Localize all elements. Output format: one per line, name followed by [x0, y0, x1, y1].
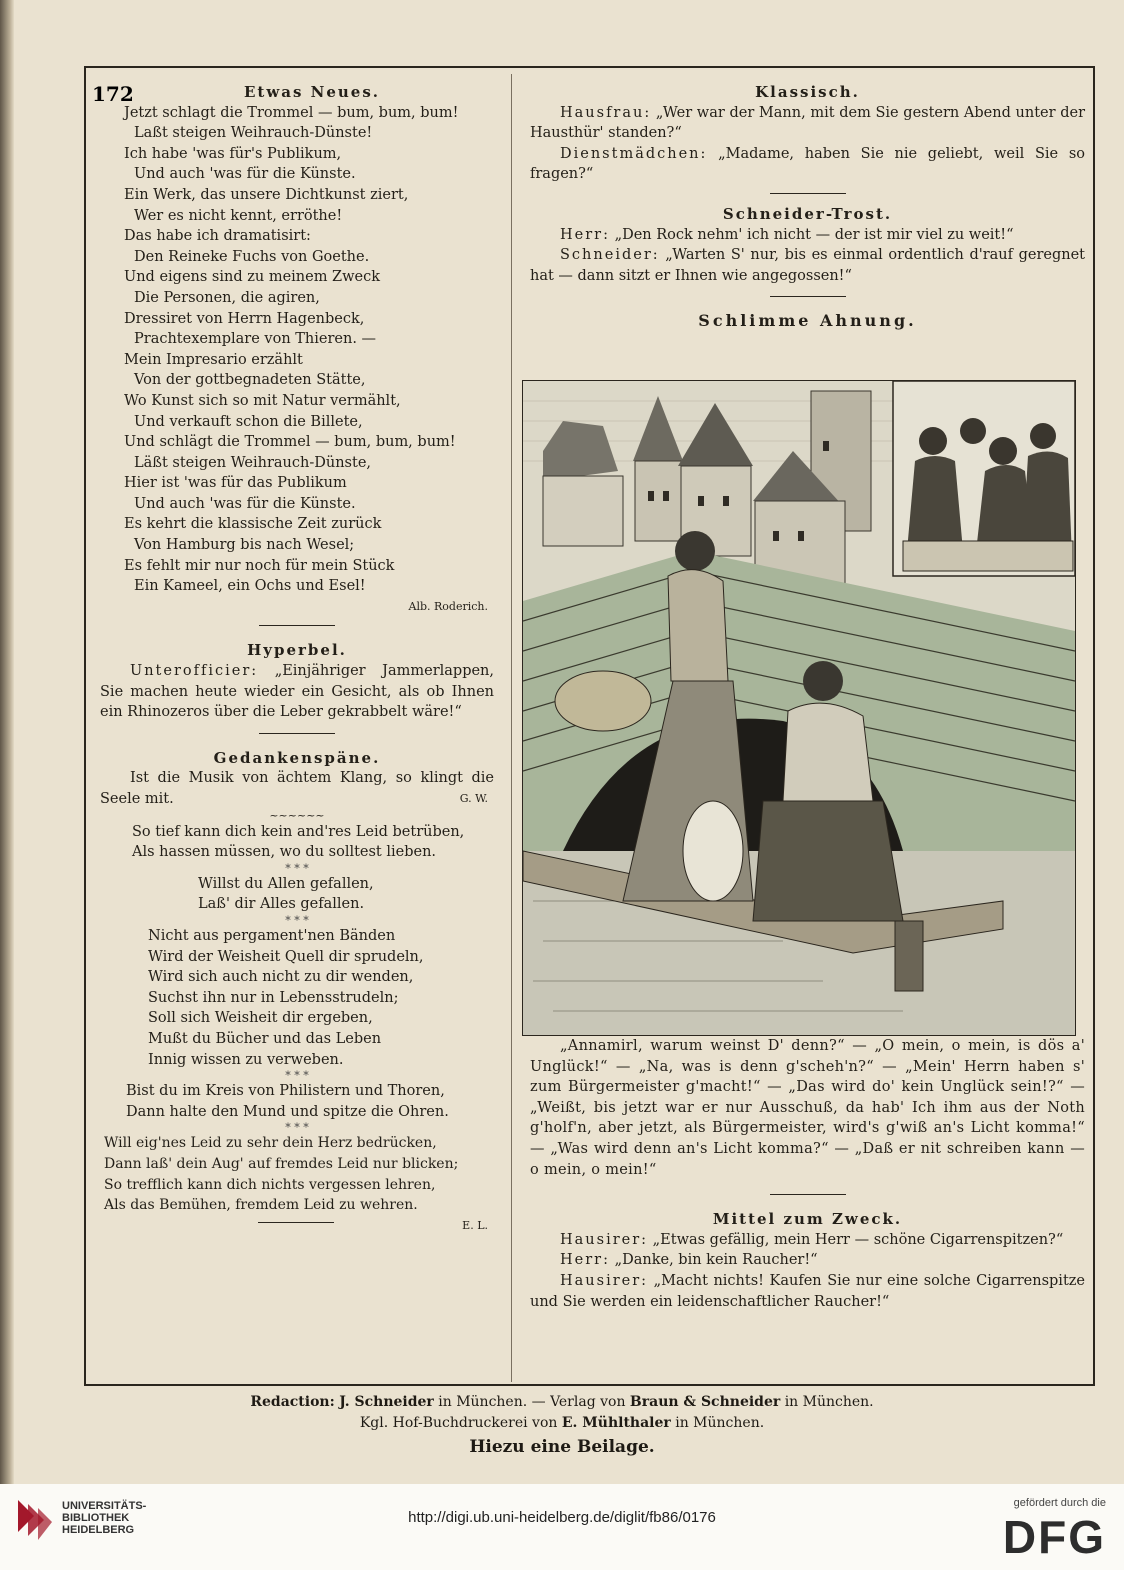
- verse-line: Bist du im Kreis von Philistern und Thoren,: [126, 1083, 445, 1100]
- verse-line: Wird der Weisheit Quell dir sprudeln,: [148, 948, 424, 965]
- star-divider: * * *: [285, 861, 309, 875]
- verse-line: Soll sich Weisheit dir ergeben,: [148, 1010, 373, 1027]
- section-title-klassisch: Klassisch.: [755, 83, 860, 101]
- left-column: [100, 68, 494, 1238]
- poem-line: Dressiret von Herrn Hagenbeck,: [124, 310, 365, 327]
- poem-line: Und auch 'was für die Künste.: [134, 166, 356, 183]
- university-line: BIBLIOTHEK: [62, 1512, 130, 1524]
- aphorism-text: Ist die Musik von ächtem Klang, so klingt die Seele mit.: [100, 770, 494, 807]
- imprint-text: E. Mühlthaler: [561, 1415, 671, 1431]
- verse-line: Suchst ihn nur in Lebensstrudeln;: [148, 989, 399, 1006]
- poem-line: Und verkauft schon die Billete,: [134, 413, 363, 430]
- star-divider: * * *: [285, 1121, 309, 1135]
- hyperbel-text: [100, 661, 494, 723]
- section-title-schneider-trost: Schneider-Trost.: [722, 204, 893, 223]
- dialogue-line: [530, 144, 1085, 185]
- dialogue-line: [530, 1230, 1085, 1251]
- speaker: Unterofficier:: [130, 663, 259, 680]
- poem-line: Wo Kunst sich so mit Natur vermählt,: [124, 392, 401, 409]
- page-number: 172: [92, 82, 134, 106]
- verse: [100, 926, 494, 1070]
- dfg-logo: DFG: [1002, 1511, 1106, 1563]
- wave-divider: ~~~~~~: [269, 808, 325, 822]
- poem-line: Und auch 'was für die Künste.: [134, 495, 356, 512]
- poem-line: Prachtexemplare von Thieren. —: [134, 331, 377, 348]
- verse-line: Mußt du Bücher und das Leben: [148, 1030, 382, 1047]
- poem-line: Jetzt schlagt die Trommel — bum, bum, bum!: [124, 104, 459, 121]
- dialogue: „Wer war der Mann, mit dem Sie gestern Abend unter der Hausthür' standen?“: [530, 104, 1086, 142]
- closing-row: [100, 1216, 494, 1238]
- engraving-illustration: [522, 380, 1076, 1036]
- poem-line: Ich habe 'was für's Publikum,: [124, 145, 342, 162]
- dialogue-line: [530, 1250, 1085, 1271]
- speaker: Herr:: [560, 226, 610, 243]
- poem-line: Es kehrt die klassische Zeit zurück: [124, 516, 382, 533]
- imprint-line-1: [0, 1392, 1124, 1413]
- page-frame: [84, 66, 1095, 1386]
- permalink[interactable]: http://digi.ub.uni-heidelberg.de/diglit/fb86/0176: [408, 1509, 716, 1526]
- dialogue: „Madame, haben Sie nie geliebt, weil Sie so fragen?“: [530, 145, 1086, 183]
- imprint-line-2: [0, 1413, 1124, 1434]
- verse-line: Willst du Allen gefallen,: [198, 875, 374, 892]
- section-title-gedankenspaene: Gedankenspäne.: [213, 748, 381, 767]
- section-divider: [770, 193, 846, 194]
- imprint-text: J. Schneider: [339, 1394, 434, 1410]
- poem-line: Ein Werk, das unsere Dichtkunst ziert,: [124, 186, 409, 203]
- bridge-scene-image: [523, 381, 1075, 1035]
- verse-line: Dann laß' dein Aug' auf fremdes Leid nur blicken;: [104, 1155, 459, 1172]
- university-line: HEIDELBERG: [62, 1524, 135, 1536]
- poem-line: Von Hamburg bis nach Wesel;: [134, 537, 355, 554]
- poem-line: Ein Kameel, ein Ochs und Esel!: [134, 578, 366, 595]
- supplement-note: Hiezu eine Beilage.: [469, 1437, 655, 1457]
- dialogue: „Macht nichts! Kaufen Sie nur eine solche Cigarrenspitze und Sie werden ein leidenschaftlicher Raucher!“: [530, 1272, 1085, 1310]
- verse: [100, 1133, 494, 1215]
- poem-line: Und schlägt die Trommel — bum, bum, bum!: [124, 434, 456, 451]
- section-divider: [259, 733, 335, 734]
- speaker: Hausfrau:: [560, 104, 652, 121]
- imprint-text: Braun & Schneider: [629, 1394, 781, 1410]
- star-divider: * * *: [285, 1069, 309, 1083]
- right-column: [530, 68, 1085, 332]
- dialogue: „Warten S' nur, bis es einmal ordentlich d'rauf geregnet hat — dann sitzt er Ihnen wie angegossen!“: [530, 247, 1086, 284]
- dialogue-line: [530, 225, 1085, 246]
- binding-spine: [0, 0, 14, 1484]
- imprint-text: in München.: [675, 1415, 765, 1431]
- poem-line: Die Personen, die agiren,: [134, 289, 320, 306]
- illustration-caption: „Annamirl, warum weinst D' denn?“ — „O mein, o mein, is dös a' Unglück!“ — „Na, was is denn g'scheh'n?“ — „Mein' Herrn haben s' zum Bürgermeister g'macht!“ — „Das wird do' kein Unglück sein!?“ — „Weißt, bis jetzt war er nur Ausschuß, da hab' Ich ihm aus der Noth g'holf'n, aber jetzt, als Bürgermeister, wird's g'wiß an's Licht komma!“ — „Was wird denn an's Licht komma?“ — „Daß er nit schreiben kann — o mein, o mein!“: [530, 1038, 1085, 1178]
- dialogue: „Den Rock nehm' ich nicht — der ist mir viel zu weit!“: [614, 226, 1014, 243]
- poem-line: Läßt steigen Weihrauch-Dünste,: [134, 454, 372, 471]
- verse-line: Dann halte den Mund und spitze die Ohren.: [126, 1103, 449, 1120]
- poem-line: Das habe ich dramatisirt:: [124, 228, 311, 245]
- star-divider: * * *: [285, 913, 309, 927]
- verse-line: Laß' dir Alles gefallen.: [198, 896, 365, 913]
- poem-etwas-neues: [100, 103, 494, 597]
- poem-line: Laßt steigen Weihrauch-Dünste!: [134, 125, 373, 142]
- verse-line: Als das Bemühen, fremdem Leid zu wehren.: [104, 1197, 418, 1214]
- poem-line: Und eigens sind zu meinem Zweck: [124, 269, 381, 286]
- section-divider: [259, 625, 335, 626]
- poem-line: Mein Impresario erzählt: [124, 351, 303, 368]
- poem-line: Hier ist 'was für das Publikum: [124, 475, 347, 492]
- verse-line: Nicht aus pergament'nen Bänden: [148, 927, 396, 944]
- speaker: Hausirer:: [560, 1272, 649, 1289]
- poem-title: Etwas Neues.: [243, 83, 381, 101]
- section-divider: [770, 296, 846, 297]
- university-line: UNIVERSITÄTS-: [62, 1500, 147, 1512]
- imprint-text: Kgl. Hof-Buchdruckerei von: [359, 1415, 558, 1431]
- dialogue-line: [530, 245, 1085, 286]
- section-divider: [770, 1194, 846, 1195]
- dialogue-line: [530, 103, 1085, 144]
- signature: Alb. Roderich.: [408, 599, 488, 613]
- imprint-text: in München. — Verlag von: [438, 1394, 626, 1410]
- section-divider: [258, 1222, 334, 1223]
- poem-line: Den Reineke Fuchs von Goethe.: [134, 248, 370, 265]
- verse-line: Wird sich auch nicht zu dir wenden,: [148, 969, 414, 986]
- funding-label: gefördert durch die: [1013, 1497, 1106, 1509]
- imprint-footer: [0, 1392, 1124, 1458]
- poem-line: Wer es nicht kennt, erröthe!: [134, 207, 343, 224]
- poem-line: Es fehlt mir nur noch für mein Stück: [124, 557, 395, 574]
- speaker: Herr:: [560, 1252, 610, 1269]
- dialogue: „Einjähriger Jammerlappen, Sie machen heute wieder ein Gesicht, als ob Ihnen ein Rhinozeros über die Leber gekrabbelt wäre!“: [100, 663, 495, 721]
- imprint-text: Redaction:: [250, 1394, 335, 1410]
- aphorism-signature: G. W.: [459, 792, 488, 805]
- right-column-lower: [530, 1036, 1085, 1312]
- verse-line: Will eig'nes Leid zu sehr dein Herz bedrücken,: [104, 1135, 437, 1152]
- verse: [100, 822, 494, 863]
- verse-line: Innig wissen zu verweben.: [148, 1051, 344, 1068]
- section-title-mittel-zum-zweck: Mittel zum Zweck.: [712, 1210, 903, 1229]
- speaker: Hausirer:: [560, 1231, 649, 1248]
- section-title-schlimme-ahnung: Schlimme Ahnung.: [698, 311, 917, 331]
- digitization-bar: [0, 1484, 1124, 1570]
- dialogue-line: [530, 1271, 1085, 1312]
- speaker: Schneider:: [560, 247, 660, 264]
- verse-line: So tief kann dich kein and'res Leid betrüben,: [132, 823, 465, 840]
- dialogue: „Danke, bin kein Raucher!“: [614, 1252, 818, 1269]
- verse-line: Als hassen müssen, wo du solltest lieben.: [132, 844, 437, 861]
- column-divider: [511, 74, 512, 1382]
- section-title-hyperbel: Hyperbel.: [247, 641, 347, 660]
- poem-line: Von der gottbegnadeten Stätte,: [134, 372, 366, 389]
- verse-line: So trefflich kann dich nichts vergessen lehren,: [104, 1176, 436, 1193]
- speaker: Dienstmädchen:: [560, 145, 708, 162]
- signature: E. L.: [462, 1218, 488, 1232]
- aphorism: [100, 768, 494, 809]
- verse: [100, 874, 494, 915]
- verse: [100, 1081, 494, 1122]
- imprint-text: in München.: [784, 1394, 874, 1410]
- dialogue: „Etwas gefällig, mein Herr — schöne Cigarrenspitzen?“: [652, 1231, 1064, 1248]
